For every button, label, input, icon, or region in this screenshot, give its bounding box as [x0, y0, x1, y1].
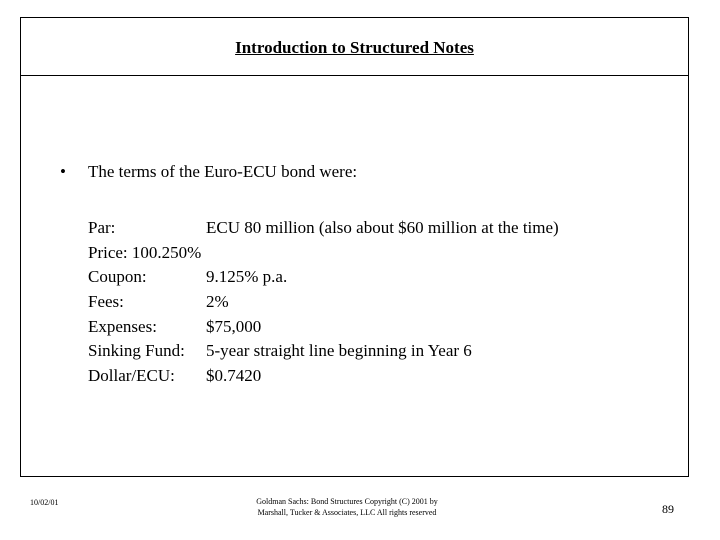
bullet-text: The terms of the Euro-ECU bond were: — [88, 162, 358, 181]
bullet-icon: • — [60, 162, 66, 181]
term-label: Sinking Fund: — [88, 341, 185, 361]
term-value: ECU 80 million (also about $60 million at the time) — [206, 218, 559, 237]
term-value: $0.7420 — [206, 366, 262, 386]
term-value: $75,000 — [206, 316, 262, 336]
page-number: 89 — [662, 502, 674, 516]
term-label: Dollar/ECU: — [88, 366, 175, 386]
term-label: Expenses: — [88, 316, 157, 336]
term-label: Par: — [88, 218, 116, 237]
term-label: Fees: — [88, 292, 124, 312]
term-value: 5-year straight line beginning in Year 6 — [206, 341, 472, 361]
footer-date: 10/02/01 — [30, 498, 59, 507]
title-divider — [21, 75, 688, 76]
footer-copyright: Goldman Sachs: Bond Structures Copyright (C) 2001 by Marshall, Tucker & Associates, LLC All rights reserved — [256, 497, 438, 517]
term-text: Price: 100.250% — [88, 242, 202, 262]
slide-title: Introduction to Structured Notes — [235, 38, 474, 57]
bullet-item — [60, 162, 357, 182]
term-label: Coupon: — [88, 267, 147, 287]
term-value: 2% — [206, 292, 229, 312]
term-value: 9.125% p.a. — [206, 267, 288, 287]
